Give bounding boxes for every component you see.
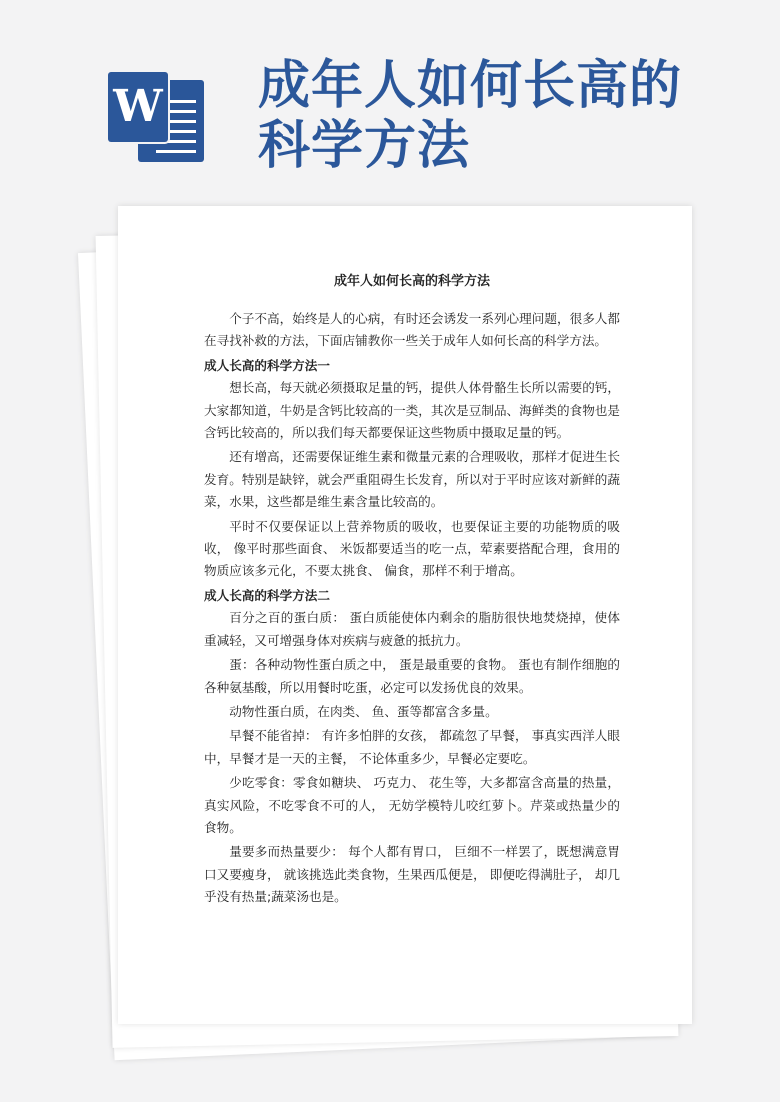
page-title-line1: 成年人如何长高的: [258, 55, 683, 116]
word-icon-letter: W: [108, 72, 168, 142]
page-title-line2: 科学方法: [258, 115, 471, 176]
section2-paragraph-6: 量要多而热量要少： 每个人都有胃口， 巨细不一样罢了，既想满意胃口又要瘦身， 就该挑选此类食物，生果西瓜便是， 即便吃得满肚子， 却几乎没有热量;蔬菜汤也是。: [204, 844, 620, 905]
document-title: 成年人如何长高的科学方法: [333, 274, 490, 289]
section1-heading: 成人长高的科学方法一: [204, 357, 330, 373]
section1-paragraph-3: 平时不仅要保证以上营养物质的吸收，也要保证主要的功能物质的吸收， 像平时那些面食、 米饭都要适当的吃一点，荤素要搭配合理，食用的物质应该多元化，不要太挑食、 偏食，那样不利于增高。: [204, 518, 620, 579]
section2-paragraph-4: 早餐不能省掉： 有许多怕胖的女孩， 都疏忽了早餐， 事真实西洋人眼中，早餐才是一天的主餐， 不论体重多少，早餐必定要吃。: [204, 728, 620, 766]
section2-paragraph-1: 百分之百的蛋白质： 蛋白质能使体内剩余的脂肪很快地焚烧掉，使体重减轻，又可增强身体对疾病与疲惫的抵抗力。: [204, 610, 620, 648]
section1-paragraph-1: 想长高，每天就必须摄取足量的钙，提供人体骨骼生长所以需要的钙，大家都知道，牛奶是含钙比较高的一类，其次是豆制品、海鲜类的食物也是含钙比较高的，所以我们每天都要保证这些物质中摄取足量的钙。: [204, 380, 620, 441]
section2-paragraph-2: 蛋：各种动物性蛋白质之中， 蛋是最重要的食物。 蛋也有制作细胞的各种氨基酸，所以用餐时吃蛋，必定可以发扬优良的效果。: [204, 657, 620, 695]
section2-paragraph-5: 少吃零食：零食如糖块、 巧克力、 花生等，大多都富含高量的热量， 真实风险，不吃零食不可的人， 无妨学模特儿咬红萝卜。芹菜或热量少的食物。: [204, 775, 620, 835]
page-title: [258, 56, 758, 176]
intro-paragraph: 个子不高，始终是人的心病，有时还会诱发一系列心理问题，很多人都在寻找补救的方法，下面店铺教你一些关于成年人如何长高的科学方法。: [204, 311, 620, 349]
section2-paragraph-3: 动物性蛋白质，在肉类、 鱼、蛋等都富含多量。: [229, 703, 498, 719]
document-body: [204, 270, 620, 911]
section2-heading: 成人长高的科学方法二: [204, 587, 330, 603]
section1-paragraph-2: 还有增高，还需要保证维生素和微量元素的合理吸收，那样才促进生长发育。特别是缺锌，就会严重阻碍生长发育，所以对于平时应该对新鲜的蔬菜，水果，这些都是维生素含量比较高的。: [204, 449, 620, 510]
word-icon: [108, 72, 208, 164]
